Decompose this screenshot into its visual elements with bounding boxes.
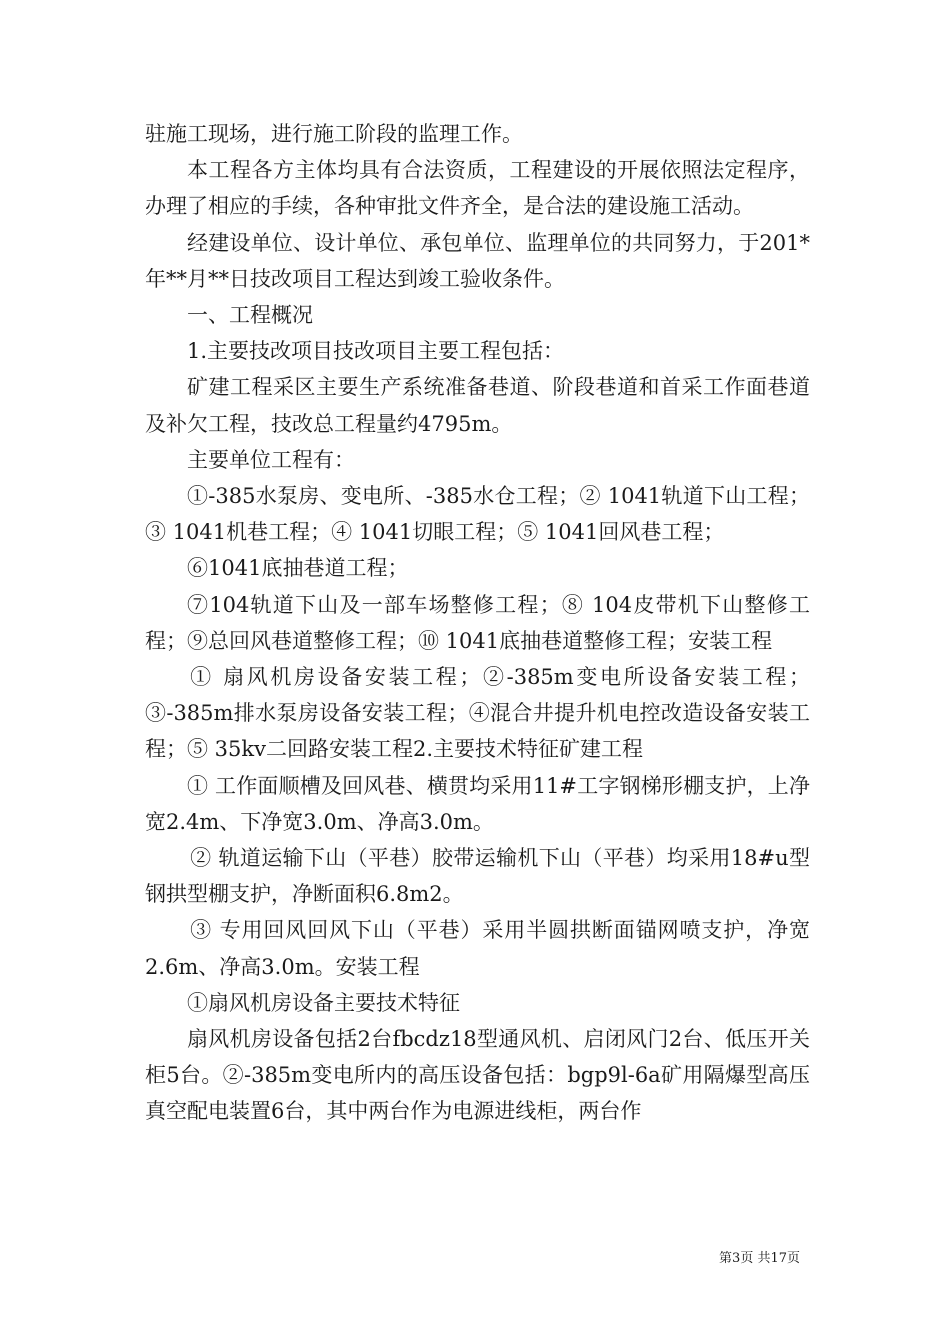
paragraph-unit-works-list-3: ⑦104轨道下山及一部车场整修工程；⑧ 104皮带机下山整修工程；⑨总回风巷道整修工程；⑩ 1041底抽巷道整修工程；安装工程 xyxy=(145,592,810,653)
paragraph-unit-works-label: 主要单位工程有： xyxy=(187,447,355,472)
paragraph-fan-room-heading: ①扇风机房设备主要技术特征 xyxy=(187,990,460,1015)
paragraph-feature-3: ③ 专用回风回风下山（平巷）采用半圆拱断面锚网喷支护，净宽2.6m、净高3.0m。安装工程 xyxy=(145,918,810,979)
page-number-footer: 第3页 共17页 xyxy=(719,1251,800,1266)
paragraph-fan-room-equipment: 扇风机房设备包括2台fbcdz18型通风机、启闭风门2台、低压开关柜5台。②-385m变电所内的高压设备包括：bgp9l-6a矿用隔爆型高压真空配电装置6台，其中两台作为电源进线柜，两台作 xyxy=(145,1027,810,1124)
document-body xyxy=(145,116,810,1130)
paragraph-feature-1: ① 工作面顺槽及回风巷、横贯均采用11#工字钢梯形棚支护，上净宽2.4m、下净宽3.0m、净高3.0m。 xyxy=(145,773,810,834)
paragraph-installation-works: ① 扇风机房设备安装工程；②-385m变电所设备安装工程；③-385m排水泵房设备安装工程；④混合井提升机电控改造设备安装工程；⑤ 35kv二回路安装工程2.主要技术特征矿建工程 xyxy=(145,665,810,762)
subheading-main-projects: 1.主要技改项目技改项目主要工程包括： xyxy=(187,339,565,364)
paragraph-unit-works-list-2: ⑥1041底抽巷道工程； xyxy=(187,556,409,581)
section-heading-overview: 一、工程概况 xyxy=(187,303,313,328)
paragraph-legal-status: 本工程各方主体均具有合法资质，工程建设的开展依照法定程序，办理了相应的手续，各种审批文件齐全，是合法的建设施工活动。 xyxy=(145,158,810,219)
paragraph-mine-construction: 矿建工程采区主要生产系统准备巷道、阶段巷道和首采工作面巷道及补欠工程，技改总工程量约4795m。 xyxy=(145,375,810,436)
paragraph-feature-2: ② 轨道运输下山（平巷）胶带运输机下山（平巷）均采用18#u型钢拱型棚支护，净断面积6.8m2。 xyxy=(145,846,810,907)
paragraph-completion: 经建设单位、设计单位、承包单位、监理单位的共同努力，于201*年**月**日技改项目工程达到竣工验收条件。 xyxy=(145,230,810,291)
paragraph-continuation: 驻施工现场，进行施工阶段的监理工作。 xyxy=(145,122,523,146)
paragraph-unit-works-list-1: ①-385水泵房、变电所、-385水仓工程；② 1041轨道下山工程；③ 1041机巷工程；④ 1041切眼工程；⑤ 1041回风巷工程； xyxy=(145,484,810,545)
